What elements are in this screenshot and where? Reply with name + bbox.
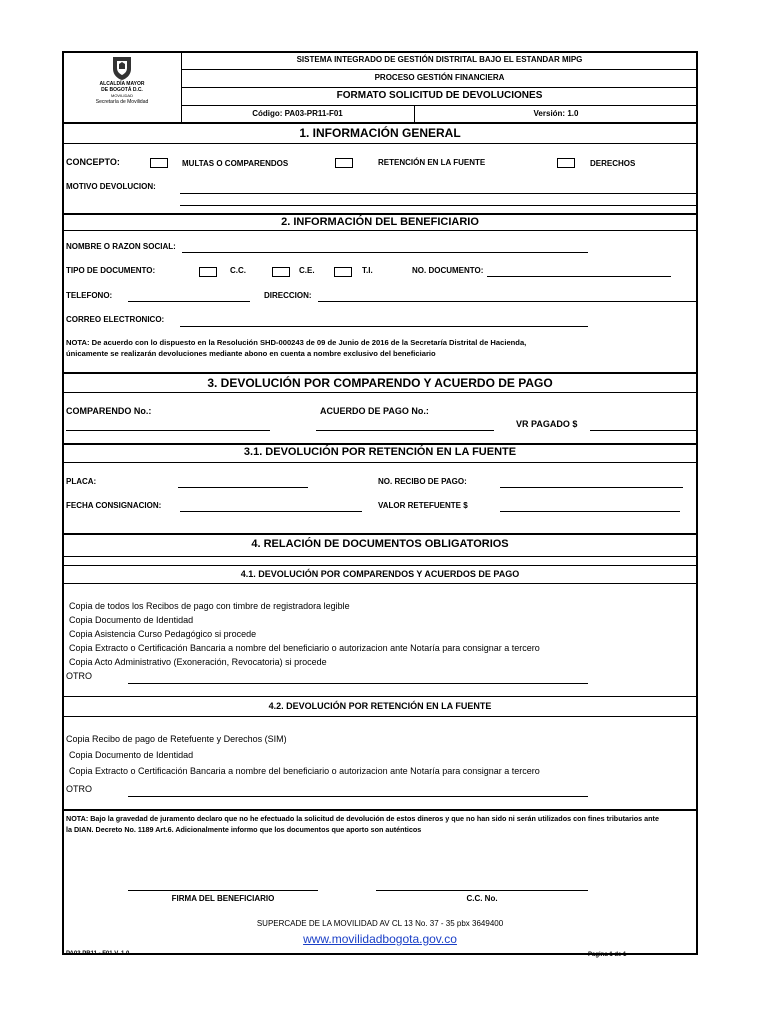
process-title: PROCESO GESTIÓN FINANCIERA — [374, 73, 505, 82]
section-4-title: 4. RELACIÓN DE DOCUMENTOS OBLIGATORIOS — [251, 538, 509, 550]
firma-label: FIRMA DEL BENEFICIARIO — [171, 894, 275, 903]
nota-beneficiario: NOTA: De acuerdo con lo dispuesto en la Resolución SHD-000243 de 09 de Junio de 2016 de la Secretaría Distrital de Hacienda, — [66, 338, 527, 347]
direccion-field[interactable] — [318, 301, 698, 302]
comparendo-label: COMPARENDO No.: — [66, 406, 152, 416]
page-number: Pagina 1 de 1 — [588, 952, 627, 958]
recibo-label: NO. RECIBO DE PAGO: — [378, 477, 467, 486]
logo-text: ALCALDÍA MAYOR — [99, 81, 145, 87]
otro-field[interactable] — [128, 796, 588, 797]
cc-label: C.C. No. — [466, 894, 498, 903]
valor-retefuente-label: VALOR RETEFUENTE $ — [378, 501, 468, 510]
document-item: Copia Documento de Identidad — [69, 615, 194, 625]
section-3-title: 3. DEVOLUCIÓN POR COMPARENDO Y ACUERDO DE PAGO — [207, 376, 553, 390]
doc-type-label: T.I. — [362, 266, 373, 275]
document-item: Copia Acto Administrativo (Exoneración, Revocatoria) si procede — [69, 657, 327, 667]
office-address: SUPERCADE DE LA MOVILIDAD AV CL 13 No. 37 - 35 pbx 3649400 — [256, 919, 504, 928]
logo-text: DE BOGOTÁ D.C. — [101, 87, 143, 93]
otro-field[interactable] — [128, 683, 588, 684]
logo-text: MOVILIDAD — [110, 93, 133, 98]
concepto-option-label: DERECHOS — [590, 159, 636, 168]
section-31-title: 3.1. DEVOLUCIÓN POR RETENCIÓN EN LA FUENTE — [243, 446, 517, 458]
cc-field[interactable] — [376, 890, 588, 891]
concepto-option-label: RETENCIÓN EN LA FUENTE — [378, 158, 486, 167]
section-rule — [62, 392, 698, 393]
concepto-retencion-checkbox[interactable] — [335, 158, 353, 168]
nota-beneficiario: únicamente se realizarán devoluciones mediante abono en cuenta a nombre exclusivo del beneficiario — [66, 349, 436, 358]
acuerdo-field[interactable] — [316, 430, 494, 431]
doc-type-cc-checkbox[interactable] — [199, 267, 217, 277]
document-item: Copia Asistencia Curso Pedagógico si procede — [69, 629, 257, 639]
motivo-field[interactable] — [180, 193, 698, 194]
document-item: Copia de todos los Recibos de pago con timbre de registradora legible — [69, 601, 350, 611]
motivo-label: MOTIVO DEVOLUCION: — [66, 182, 156, 191]
nombre-field[interactable] — [182, 252, 588, 253]
document-item: Copia Extracto o Certificación Bancaria a nombre del beneficiario o autorizacion ante Notaría para consignar a tercero — [69, 766, 540, 776]
section-rule — [62, 556, 698, 557]
section-rule — [62, 533, 698, 535]
section-41-title: 4.1. DEVOLUCIÓN POR COMPARENDOS Y ACUERDOS DE PAGO — [240, 569, 520, 579]
tipo-documento-label: TIPO DE DOCUMENTO: — [66, 266, 156, 275]
vr-pagado-field[interactable] — [590, 430, 698, 431]
section-42-title: 4.2. DEVOLUCIÓN POR RETENCIÓN EN LA FUENTE — [268, 701, 492, 711]
coat-of-arms-icon — [111, 55, 133, 81]
recibo-field[interactable] — [500, 487, 683, 488]
header-rule — [181, 69, 698, 70]
concepto-derechos-checkbox[interactable] — [557, 158, 575, 168]
system-title: SISTEMA INTEGRADO DE GESTIÓN DISTRITAL BAJO EL ESTANDAR MIPG — [296, 55, 583, 64]
direccion-label: DIRECCION: — [264, 291, 312, 300]
no-documento-field[interactable] — [487, 276, 671, 277]
header-rule — [181, 105, 698, 106]
telefono-field[interactable] — [128, 301, 250, 302]
motivo-field-line2[interactable] — [180, 205, 698, 206]
section-rule — [62, 443, 698, 445]
section-1-title: 1. INFORMACIÓN GENERAL — [299, 126, 461, 140]
section-rule — [62, 462, 698, 463]
comparendo-field[interactable] — [66, 430, 270, 431]
firma-field[interactable] — [128, 890, 318, 891]
section-rule — [62, 230, 698, 231]
doc-type-label: C.E. — [299, 266, 315, 275]
otro-label: OTRO — [66, 671, 92, 681]
form-code: Código: PA03-PR11-F01 — [252, 109, 343, 118]
form-title: FORMATO SOLICITUD DE DEVOLUCIONES — [336, 90, 543, 101]
header-bottom-rule — [62, 122, 698, 124]
document-item: Copia Extracto o Certificación Bancaria a nombre del beneficiario o autorizacion ante Notaría para consignar a tercero — [69, 643, 540, 653]
section-rule — [62, 213, 698, 215]
document-item: Copia Recibo de pago de Retefuente y Derechos (SIM) — [66, 734, 287, 744]
valor-retefuente-field[interactable] — [500, 511, 680, 512]
no-documento-label: NO. DOCUMENTO: — [412, 266, 484, 275]
fecha-consignacion-label: FECHA CONSIGNACION: — [66, 501, 162, 510]
correo-field[interactable] — [180, 326, 588, 327]
nota-juramento: la DIAN. Decreto No. 1189 Art.6. Adicionalmente informo que los documentos que aporto son auténticos — [66, 825, 422, 834]
logo — [70, 55, 174, 119]
document-code: PA03 PR11 - F01 V. 1.0 — [66, 951, 130, 957]
form-version: Versión: 1.0 — [533, 109, 579, 118]
concepto-label: CONCEPTO: — [66, 157, 120, 167]
concepto-multas-checkbox[interactable] — [150, 158, 168, 168]
section-rule — [62, 809, 698, 811]
acuerdo-label: ACUERDO DE PAGO No.: — [320, 406, 429, 416]
website-link[interactable]: www.movilidadbogota.gov.co — [303, 932, 457, 946]
vr-pagado-label: VR PAGADO $ — [516, 419, 578, 429]
doc-type-ti-checkbox[interactable] — [334, 267, 352, 277]
concepto-option-label: MULTAS O COMPARENDOS — [182, 159, 289, 168]
document-item: Copia Documento de Identidad — [69, 750, 194, 760]
placa-field[interactable] — [178, 487, 308, 488]
section-rule — [62, 372, 698, 374]
doc-type-label: C.C. — [230, 266, 246, 275]
section-rule — [62, 716, 698, 717]
header-rule — [181, 87, 698, 88]
nota-juramento: NOTA: Bajo la gravedad de juramento declaro que no he efectuado la solicitud de devolución de estos dineros y que no han sido ni serán utilizados con fines tributarios ante — [66, 814, 659, 823]
nombre-label: NOMBRE O RAZON SOCIAL: — [66, 242, 176, 251]
otro-label: OTRO — [66, 784, 92, 794]
placa-label: PLACA: — [66, 477, 97, 486]
doc-type-ce-checkbox[interactable] — [272, 267, 290, 277]
section-rule — [62, 565, 698, 566]
section-rule — [62, 143, 698, 144]
telefono-label: TELEFONO: — [66, 291, 113, 300]
section-rule — [62, 583, 698, 584]
section-rule — [62, 696, 698, 697]
logo-text: Secretaría de Movilidad — [95, 99, 149, 105]
fecha-consignacion-field[interactable] — [180, 511, 362, 512]
section-2-title: 2. INFORMACIÓN DEL BENEFICIARIO — [281, 216, 479, 228]
correo-label: CORREO ELECTRONICO: — [66, 315, 165, 324]
